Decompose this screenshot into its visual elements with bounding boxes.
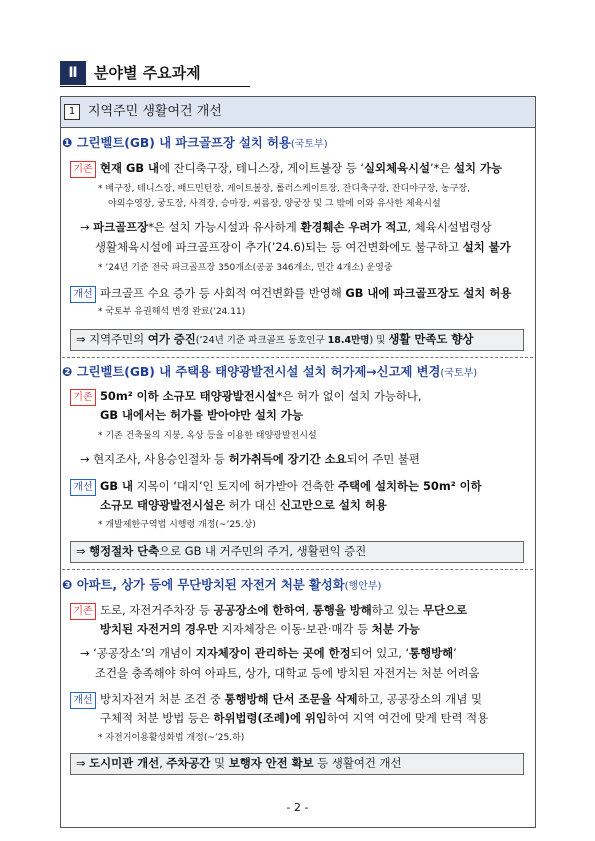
- item-1-note-2: * ’24년 기준 전국 파크골프장 350개소(공공 346개소, 민간 4개소) 운영중: [98, 263, 393, 273]
- item-3-agency: (행안부): [344, 581, 382, 592]
- page-number: - 2 -: [286, 801, 309, 814]
- item-2-after-tag: 개선: [70, 479, 96, 496]
- item-1-note-1: * 배구장, 테니스장, 배드민턴장, 게이트볼장, 롤러스케이트장, 잔디축구장, 잔디야구장, 농구장,: [98, 184, 470, 194]
- item-1-before-tag: 기존: [70, 161, 96, 178]
- item-2-before-line-2: GB 내에서는 허가를 받아야만 설치 가능: [100, 408, 303, 422]
- chapter-number: Ⅱ: [60, 61, 86, 85]
- item-1-before-text: 현재 GB 내에 잔디축구장, 테니스장, 게이트볼장 등 ‘실외체육시설’*은 설치 가능: [100, 161, 502, 175]
- item-3-title: ❸ 아파트, 상가 등에 무단방치된 자전거 처분 활성화(행안부): [62, 578, 382, 592]
- item-3-after-tag: 개선: [70, 692, 96, 709]
- item-1-problem-line-1: → 파크골프장*은 설치 가능시설과 유사하게 환경훼손 우려가 적고, 체육시설법령상: [80, 220, 492, 234]
- item-3-problem-line-2: 조건을 충족해야 하여 아파트, 상가, 대학교 등에 방치된 자전거는 처분 어려움: [95, 666, 480, 680]
- item-2-note-1: * 기존 건축물의 지붕, 옥상 등을 이용한 태양광발전시설: [98, 431, 317, 441]
- chapter-title: 분야별 주요과제: [94, 64, 201, 82]
- item-3-before-line-1: 도로, 자전거주차장 등 공공장소에 한하여, 통행을 방해하고 있는 무단으로: [100, 603, 468, 617]
- item-3-after-line-2: 구체적 처분 방법 등은 하위법령(조례)에 위임하여 지역 여건에 맞게 탄력 적용: [100, 711, 489, 725]
- section-number: 1: [64, 104, 80, 120]
- item-1-note-1b: 야외수영장, 궁도장, 사격장, 승마장, 씨름장, 양궁장 및 그 밖에 이와 유사한 체육시설: [108, 199, 441, 209]
- item-1-after-text: 파크골프 수요 증가 등 사회적 여건변화를 반영해 GB 내에 파크골프장도 설치 허용: [100, 286, 512, 300]
- item-2-note-2: * 개발제한구역법 시행령 개정(~’25.상): [98, 520, 256, 530]
- item-2-before-line-1: 50m² 이하 소규모 태양광발전시설*은 허가 없이 설치 가능하나,: [100, 389, 422, 403]
- item-2-before-tag: 기존: [70, 389, 96, 406]
- item-3-note-1: * 자전거이용활성화법 개정(~’25.하): [98, 733, 245, 743]
- item-1-title: ❶ 그린벨트(GB) 내 파크골프장 설치 허용(국토부): [62, 136, 328, 150]
- item-2-agency: (국토부): [440, 368, 478, 379]
- item-1-summary: ⇒ 지역주민의 여가 증진(’24년 기준 파크골프 동호인구 18.4만명) 및 생활 만족도 향상: [76, 332, 474, 346]
- divider: [62, 569, 533, 570]
- item-3-problem-line-1: → ‘공공장소’의 개념이 지자체장이 관리하는 곳에 한정되어 있고, ‘통행방해’: [80, 646, 457, 660]
- item-1-agency: (국토부): [290, 139, 328, 150]
- item-3-before-line-2: 방치된 자전거의 경우만 지자체장은 이동·보관·매각 등 처분 가능: [100, 622, 420, 636]
- item-1-after-tag: 개선: [70, 286, 96, 303]
- item-2-after-line-1: GB 내 지목이 ‘대지’인 토지에 허가받아 건축한 주택에 설치하는 50m² 이하: [100, 479, 482, 493]
- item-3-before-tag: 기존: [70, 603, 96, 620]
- item-2-problem: → 현지조사, 사용승인절차 등 허가취득에 장기간 소요되어 주민 불편: [80, 452, 420, 466]
- item-3-summary: ⇒ 도시미관 개선, 주차공간 및 보행자 안전 확보 등 생활여건 개선: [76, 756, 402, 770]
- item-2-title: ❷ 그린벨트(GB) 내 주택용 태양광발전시설 설치 허가제→신고제 변경(국토부): [62, 365, 478, 379]
- section-title: 지역주민 생활여건 개선: [88, 104, 222, 119]
- item-1-problem-line-2: 생활체육시설에 파크골프장이 추가(’24.6)되는 등 여건변화에도 불구하고 설치 불가: [95, 240, 511, 254]
- item-3-after-line-1: 방치자전거 처분 조건 중 통행방해 단서 조문을 삭제하고, 공공장소의 개념 및: [100, 692, 482, 706]
- item-2-summary: ⇒ 행정절차 단축으로 GB 내 거주민의 주거, 생활편익 증진: [76, 544, 367, 558]
- divider: [62, 357, 533, 358]
- item-1-note-3: * 국토부 유권해석 변경 완료(’24.11): [98, 307, 246, 317]
- chapter-underline: [60, 86, 250, 87]
- item-2-after-line-2: 소규모 태양광발전시설은 허가 대신 신고만으로 설치 허용: [100, 498, 387, 512]
